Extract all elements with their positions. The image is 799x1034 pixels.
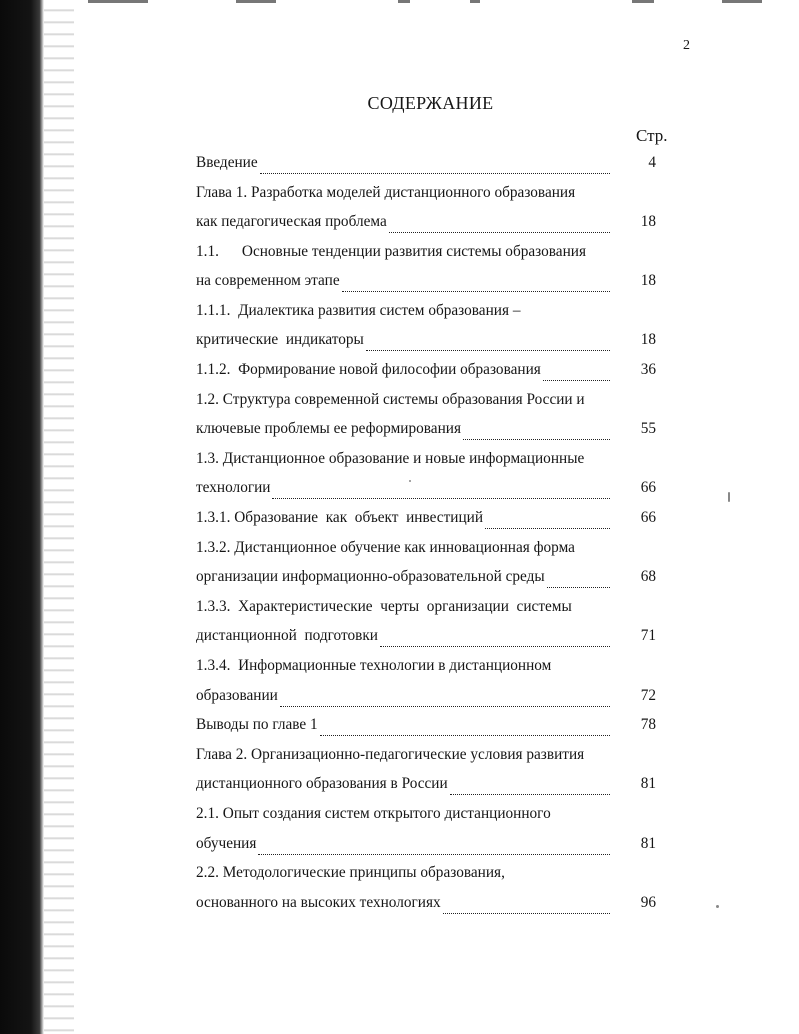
toc-entry-text: Введение (196, 154, 258, 171)
dot-leader (342, 290, 610, 292)
toc-entry (196, 805, 656, 831)
toc-entry (196, 184, 656, 210)
toc-entry-text: как педагогическая проблема (196, 213, 387, 230)
scan-top-marks (0, 0, 799, 8)
toc-entry (196, 539, 656, 565)
dot-leader (380, 645, 610, 647)
toc-entry-text: 1.1. Основные тенденции развития системы образования (196, 243, 586, 260)
dot-leader (543, 379, 610, 381)
toc-entry (196, 272, 656, 298)
toc-entry-text: 1.1.1. Диалектика развития систем образования – (196, 302, 521, 319)
toc-entry-page: 68 (640, 568, 656, 585)
dot-leader (450, 793, 610, 795)
toc-entry-text: 1.3. Дистанционное образование и новые информационные (196, 450, 585, 467)
toc-entry-text: технологии (196, 479, 271, 496)
page-column-header: Стр. (636, 126, 668, 145)
toc-entry (196, 361, 656, 387)
toc-entry-text: критические индикаторы (196, 331, 364, 348)
toc-entry-text: организации информационно-образовательной среды (196, 568, 545, 585)
toc-entry-page: 4 (648, 154, 656, 171)
toc-entry-text: обучения (196, 835, 257, 852)
toc-entry (196, 479, 656, 505)
toc-entry (196, 213, 656, 239)
dot-leader (389, 231, 610, 233)
toc-entry (196, 716, 656, 742)
toc-entry-text: дистанционной подготовки (196, 627, 378, 644)
dot-leader (280, 705, 610, 707)
toc-entry (196, 391, 656, 417)
scan-speck (409, 480, 411, 482)
scan-binding-noise (44, 0, 74, 1034)
dot-leader (320, 734, 610, 736)
toc-entry (196, 331, 656, 357)
page-number: 2 (683, 38, 690, 53)
toc-entry-page: 18 (640, 272, 656, 289)
toc-entry-page: 96 (640, 894, 656, 911)
toc-entry (196, 835, 656, 861)
toc-entry (196, 657, 656, 683)
dot-leader (463, 438, 610, 440)
toc-entry-page: 78 (640, 716, 656, 733)
toc-entry (196, 746, 656, 772)
toc-entry (196, 154, 656, 180)
toc-entry (196, 568, 656, 594)
dot-leader (258, 853, 610, 855)
toc-entry-page: 66 (640, 479, 656, 496)
toc-title: СОДЕРЖАНИЕ (367, 93, 494, 113)
toc-entry (196, 775, 656, 801)
toc-entry-text: ключевые проблемы ее реформирования (196, 420, 461, 437)
toc-entry-page: 81 (640, 835, 656, 852)
toc-entry-page: 36 (640, 361, 656, 378)
toc-entry (196, 627, 656, 653)
toc-entry-text: дистанционного образования в России (196, 775, 448, 792)
toc-entry-text: 1.3.2. Дистанционное обучение как инновационная форма (196, 539, 575, 556)
scan-speck (728, 492, 730, 502)
toc-entry-text: 1.2. Структура современной системы образования России и (196, 391, 585, 408)
toc-entry-text: 1.3.4. Информационные технологии в дистанционном (196, 657, 552, 674)
toc-entry-page: 66 (640, 509, 656, 526)
toc-entry-text: на современном этапе (196, 272, 340, 289)
scan-speck (716, 905, 719, 908)
dot-leader (547, 586, 610, 588)
toc-entry-text: Выводы по главе 1 (196, 716, 318, 733)
toc-entry (196, 687, 656, 713)
toc-entry-text: 2.1. Опыт создания систем открытого дистанционного (196, 805, 551, 822)
toc-entry (196, 864, 656, 890)
dot-leader (485, 527, 610, 529)
toc-entry-text: Глава 1. Разработка моделей дистанционного образования (196, 184, 576, 201)
dot-leader (272, 497, 610, 499)
toc-entry (196, 509, 656, 535)
toc-entry-page: 18 (640, 213, 656, 230)
toc-entry (196, 598, 656, 624)
dot-leader (260, 172, 610, 174)
toc-entry-text: 1.3.3. Характеристические черты организации системы (196, 598, 572, 615)
toc-entry (196, 302, 656, 328)
toc-entry (196, 243, 656, 269)
toc-entry (196, 420, 656, 446)
toc-entry-page: 81 (640, 775, 656, 792)
dot-leader (366, 349, 610, 351)
toc-entry-text: Глава 2. Организационно-педагогические условия развития (196, 746, 585, 763)
toc-entry (196, 450, 656, 476)
toc-entry-page: 18 (640, 331, 656, 348)
toc-entry-page: 55 (640, 420, 656, 437)
toc-entry-text: образовании (196, 687, 278, 704)
toc-entry-text: 1.1.2. Формирование новой философии образования (196, 361, 541, 378)
toc-entry-page: 72 (640, 687, 656, 704)
toc-entry-page: 71 (640, 627, 656, 644)
toc-entry-text: 2.2. Методологические принципы образования, (196, 864, 505, 881)
scan-binding-shadow (0, 0, 44, 1034)
toc-entry (196, 894, 656, 920)
dot-leader (443, 912, 610, 914)
toc-entry-text: 1.3.1. Образование как объект инвестиций (196, 509, 484, 526)
toc-entry-text: основанного на высоких технологиях (196, 894, 441, 911)
